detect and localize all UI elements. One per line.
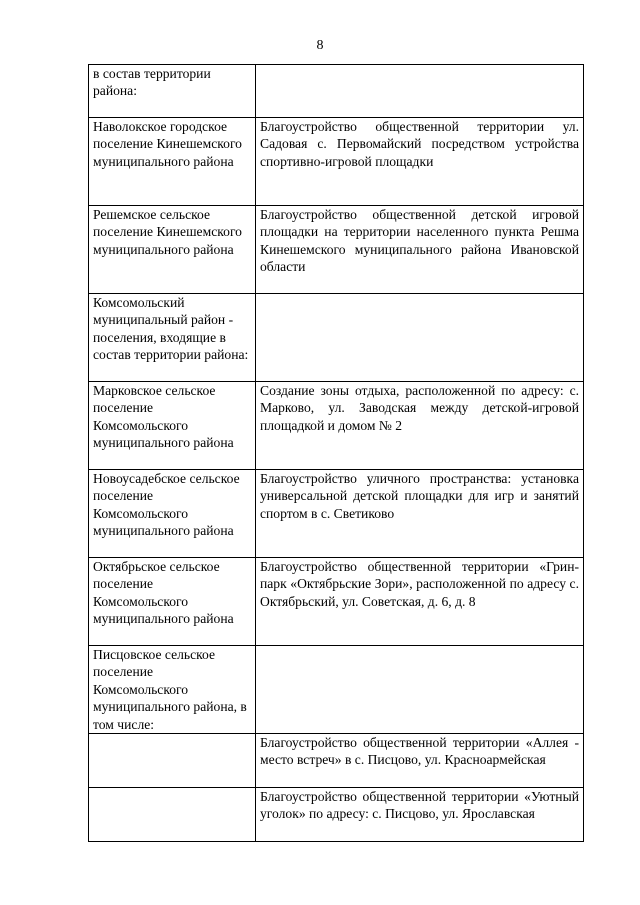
settlement-cell: Марковское сельское поселение Комсомольского муниципального района <box>89 382 256 470</box>
project-cell <box>256 646 584 734</box>
settlement-cell: Решемское сельское поселение Кинешемского муниципального района <box>89 206 256 294</box>
table-row <box>89 734 584 788</box>
settlement-cell: в состав территории района: <box>89 65 256 118</box>
settlement-cell: Комсомольский муниципальный район - поселения, входящие в состав территории района: <box>89 294 256 382</box>
page-number: 8 <box>316 38 324 53</box>
project-cell: Благоустройство общественной детской игровой площадки на территории населенного пункта Решма Кинешемского муниципального района Ивановской области <box>256 206 584 294</box>
settlement-cell <box>89 734 256 788</box>
table-row <box>89 294 584 382</box>
table-row <box>89 382 584 470</box>
table-row <box>89 118 584 206</box>
project-cell: Благоустройство общественной территории ул. Садовая с. Первомайский посредством устройства спортивно-игровой площадки <box>256 118 584 206</box>
project-cell <box>256 65 584 118</box>
table-row <box>89 470 584 558</box>
project-cell: Благоустройство общественной территории «Аллея - место встреч» в с. Писцово, ул. Красноармейская <box>256 734 584 788</box>
territory-table <box>88 64 584 842</box>
table-row <box>89 558 584 646</box>
settlement-cell: Октябрьское сельское поселение Комсомольского муниципального района <box>89 558 256 646</box>
table-row <box>89 788 584 842</box>
project-cell: Благоустройство общественной территории «Грин-парк «Октябрьские Зори», расположенной по адресу с. Октябрьский, ул. Советская, д. 6, д. 8 <box>256 558 584 646</box>
project-cell <box>256 294 584 382</box>
table-row <box>89 206 584 294</box>
settlement-cell: Наволокское городское поселение Кинешемского муниципального района <box>89 118 256 206</box>
project-cell: Создание зоны отдыха, расположенной по адресу: с. Марково, ул. Заводская между детской-игровой площадкой и домом № 2 <box>256 382 584 470</box>
settlement-cell <box>89 788 256 842</box>
table-row <box>89 65 584 118</box>
project-cell: Благоустройство общественной территории «Уютный уголок» по адресу: с. Писцово, ул. Ярославская <box>256 788 584 842</box>
project-cell: Благоустройство уличного пространства: установка универсальной детской площадки для игр и занятий спортом в с. Светиково <box>256 470 584 558</box>
settlement-cell: Писцовское сельское поселение Комсомольского муниципального района, в том числе: <box>89 646 256 734</box>
table-row <box>89 646 584 734</box>
settlement-cell: Новоусадебское сельское поселение Комсомольского муниципального района <box>89 470 256 558</box>
